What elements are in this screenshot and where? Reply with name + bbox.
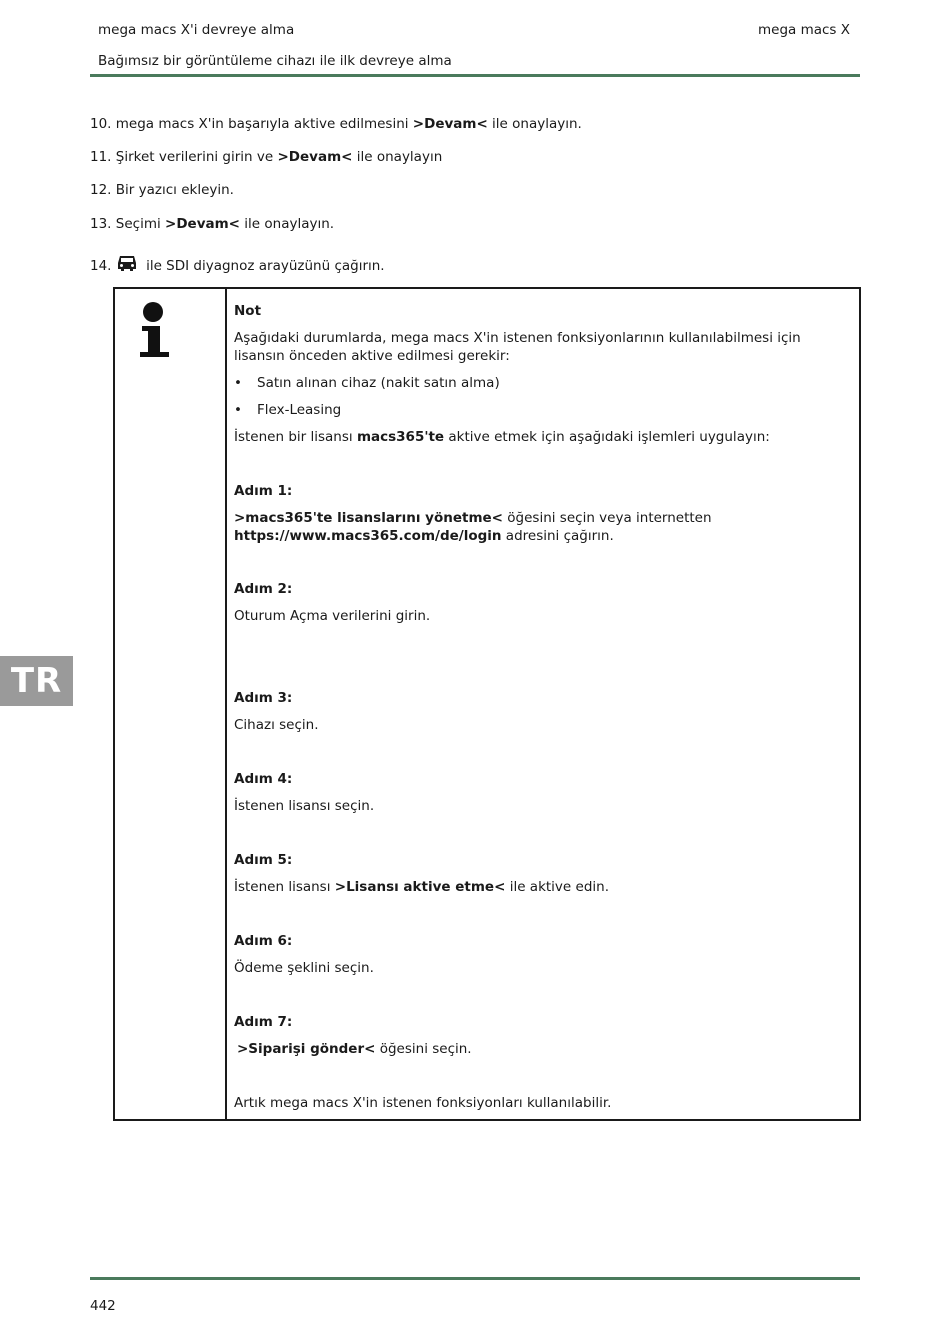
step-14 [90, 254, 385, 276]
note-step3-title: Adım 3: [234, 690, 293, 706]
note-step2-title: Adım 2: [234, 581, 293, 597]
language-tab[interactable]: TR [0, 656, 73, 706]
note-bullet-2: • Flex-Leasing [257, 402, 837, 420]
note-step6-text: Ödeme şeklini seçin. [234, 960, 374, 976]
step-text: ile SDI diyagnoz arayüzünü çağırın. [141, 258, 385, 274]
note-final-text: Artık mega macs X'in istenen fonksiyonları kullanılabilir. [234, 1095, 612, 1111]
note-step1-title: Adım 1: [234, 483, 293, 499]
step-10 [90, 116, 582, 134]
step-number: 13. [90, 216, 112, 232]
header-rule [90, 74, 860, 77]
note-divider [225, 287, 227, 1121]
step-text: Seçimi [115, 216, 166, 232]
note-step3-text: Cihazı seçin. [234, 717, 319, 733]
footer-rule [90, 1277, 860, 1280]
step-action: >Devam< [277, 149, 353, 165]
step-action: >Devam< [165, 216, 240, 232]
step-text: ile onaylayın [352, 149, 443, 165]
step-11 [90, 149, 442, 167]
note-step5-text: İstenen lisansı >Lisansı aktive etme< ile aktive edin. [234, 879, 609, 895]
step-text: ile onaylayın. [240, 216, 335, 232]
step-number: 11. [90, 149, 112, 165]
car-icon [116, 254, 138, 272]
note-step4-title: Adım 4: [234, 771, 293, 787]
note-step2-text: Oturum Açma verilerini girin. [234, 608, 431, 624]
step-13 [90, 216, 334, 234]
note-intro: Aşağıdaki durumlarda, mega macs X'in istenen fonksiyonlarının kullanılabilmesi için lisansın önceden aktive edilmesi gerekir: [234, 330, 801, 364]
step-number: 12. [90, 182, 112, 198]
step-action: >Devam< [412, 116, 488, 132]
note-step6-title: Adım 6: [234, 933, 293, 949]
note-license-text: İstenen bir lisansı macs365'te aktive etmek için aşağıdaki işlemleri uygulayın: [234, 429, 770, 445]
note-step7-text: >Siparişi gönder< öğesini seçin. [237, 1041, 472, 1057]
info-icon [136, 300, 176, 360]
note-step4-text: İstenen lisansı seçin. [234, 798, 375, 814]
step-number: 10. [90, 116, 112, 132]
step-number: 14. [90, 258, 112, 274]
header-subtitle: Bağımsız bir görüntüleme cihazı ile ilk devreye alma [98, 53, 452, 69]
step-text: Şirket verilerini girin ve [115, 149, 278, 165]
note-step5-title: Adım 5: [234, 852, 293, 868]
header-right-title: mega macs X [757, 22, 850, 38]
step-text: Bir yazıcı ekleyin. [115, 182, 234, 198]
step-12 [90, 182, 234, 200]
note-bullet-1: • Satın alınan cihaz (nakit satın alma) [257, 375, 837, 393]
note-title: Not [234, 303, 262, 319]
header-left-title: mega macs X'i devreye alma [98, 22, 295, 38]
step-text: ile onaylayın. [487, 116, 582, 132]
page-number: 442 [90, 1298, 116, 1314]
note-step7-title: Adım 7: [234, 1014, 293, 1030]
step-text: mega macs X'in başarıyla aktive edilmesini [115, 116, 413, 132]
note-step1-text: >macs365'te lisanslarını yönetme< öğesini seçin veya internetten https://www.macs365.com/de/login adresini çağırın. [234, 510, 712, 544]
